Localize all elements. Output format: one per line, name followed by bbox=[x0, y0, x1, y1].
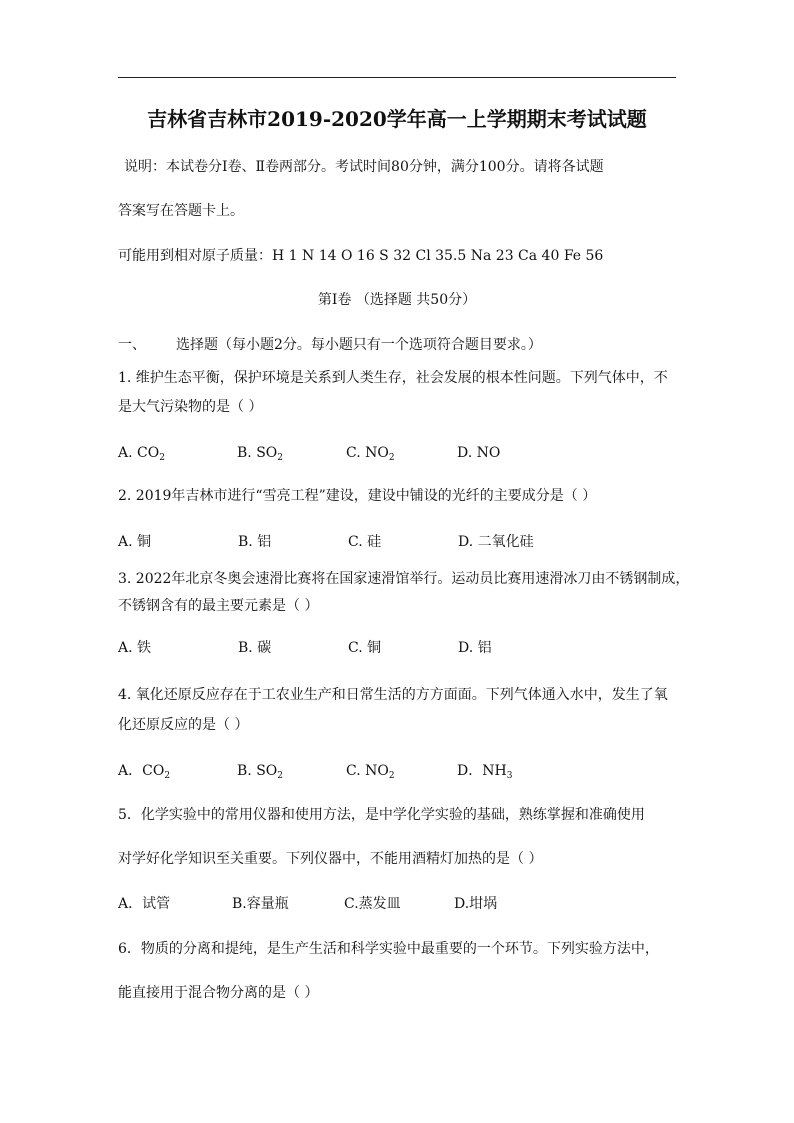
question-5-option-d: D.坩埚 bbox=[454, 896, 498, 912]
question-2-line-1: 2. 2019年吉林市进行“雪亮工程”建设，建设中铺设的光纤的主要成分是（ ） bbox=[118, 488, 597, 504]
question-1-option-b: B. $SO_2$ bbox=[237, 445, 283, 463]
question-5-line-1: 5．化学实验中的常用仪器和使用方法，是中学化学实验的基础，熟练掌握和准确使用 bbox=[118, 807, 645, 823]
part-number: 一、 bbox=[118, 337, 146, 353]
question-1-line-1: 1. 维护生态平衡，保护环境是关系到人类生存，社会发展的根本性问题。下列气体中，不 bbox=[118, 370, 668, 386]
question-1-option-c: C. $NO_2$ bbox=[346, 445, 395, 463]
instructions-line-1: 说明：本试卷分Ⅰ卷、Ⅱ卷两部分。考试时间80分钟，满分100分。请将各试题 bbox=[124, 159, 604, 175]
question-5-option-a: A．试管 bbox=[118, 896, 171, 912]
question-1-line-2: 是大气污染物的是（ ） bbox=[118, 399, 263, 415]
page-title: 吉林省吉林市2019-2020学年高一上学期期末考试试题 bbox=[147, 107, 647, 131]
question-3-line-2: 不锈钢含有的最主要元素是（ ） bbox=[118, 598, 319, 614]
question-5-option-c: C.蒸发皿 bbox=[344, 896, 401, 912]
question-2-option-c: C. 硅 bbox=[348, 534, 382, 550]
part-instruction: 选择题（每小题2分。每小题只有一个选项符合题目要求。） bbox=[176, 337, 542, 353]
question-4-option-a: A．$CO_2$ bbox=[118, 763, 171, 781]
question-4-line-1: 4. 氧化还原反应存在于工农业生产和日常生活的方方面面。下列气体通入水中，发生了氧 bbox=[118, 687, 668, 703]
question-6-line-2: 能直接用于混合物分离的是（ ） bbox=[118, 985, 319, 1001]
question-4-option-c: C. $NO_2$ bbox=[346, 763, 395, 781]
question-3-option-d: D. 铝 bbox=[458, 640, 492, 656]
instructions-line-2: 答案写在答题卡上。 bbox=[118, 203, 244, 219]
question-2-option-b: B. 铝 bbox=[238, 534, 272, 550]
question-1-option-d: D. NO bbox=[457, 445, 501, 461]
question-2-option-d: D. 二氧化硅 bbox=[458, 534, 534, 550]
question-2-option-a: A. 铜 bbox=[118, 534, 152, 550]
section-heading: 第Ⅰ卷 （选择题 共50分） bbox=[317, 292, 477, 308]
question-3-line-1: 3. 2022年北京冬奥会速滑比赛将在国家速滑馆举行。运动员比赛用速滑冰刀由不锈钢制成， bbox=[118, 571, 690, 587]
question-3-option-a: A. 铁 bbox=[118, 640, 152, 656]
atomic-masses: 可能用到相对原子质量：H 1 N 14 O 16 S 32 Cl 35.5 Na 23 Ca 40 Fe 56 bbox=[118, 248, 604, 264]
question-5-option-b: B.容量瓶 bbox=[232, 896, 289, 912]
question-4-option-d: D．$NH_3$ bbox=[457, 763, 513, 781]
question-6-line-1: 6．物质的分离和提纯，是生产生活和科学实验中最重要的一个环节。下列实验方法中， bbox=[118, 941, 659, 957]
question-5-line-2: 对学好化学知识至关重要。下列仪器中，不能用酒精灯加热的是（ ） bbox=[118, 851, 543, 867]
header-rule bbox=[118, 77, 676, 78]
question-4-option-b: B. $SO_2$ bbox=[237, 763, 283, 781]
question-1-option-a: A. $CO_2$ bbox=[118, 445, 165, 463]
question-4-line-2: 化还原反应的是（ ） bbox=[118, 717, 249, 733]
question-3-option-b: B. 碳 bbox=[238, 640, 272, 656]
question-3-option-c: C. 铜 bbox=[348, 640, 382, 656]
